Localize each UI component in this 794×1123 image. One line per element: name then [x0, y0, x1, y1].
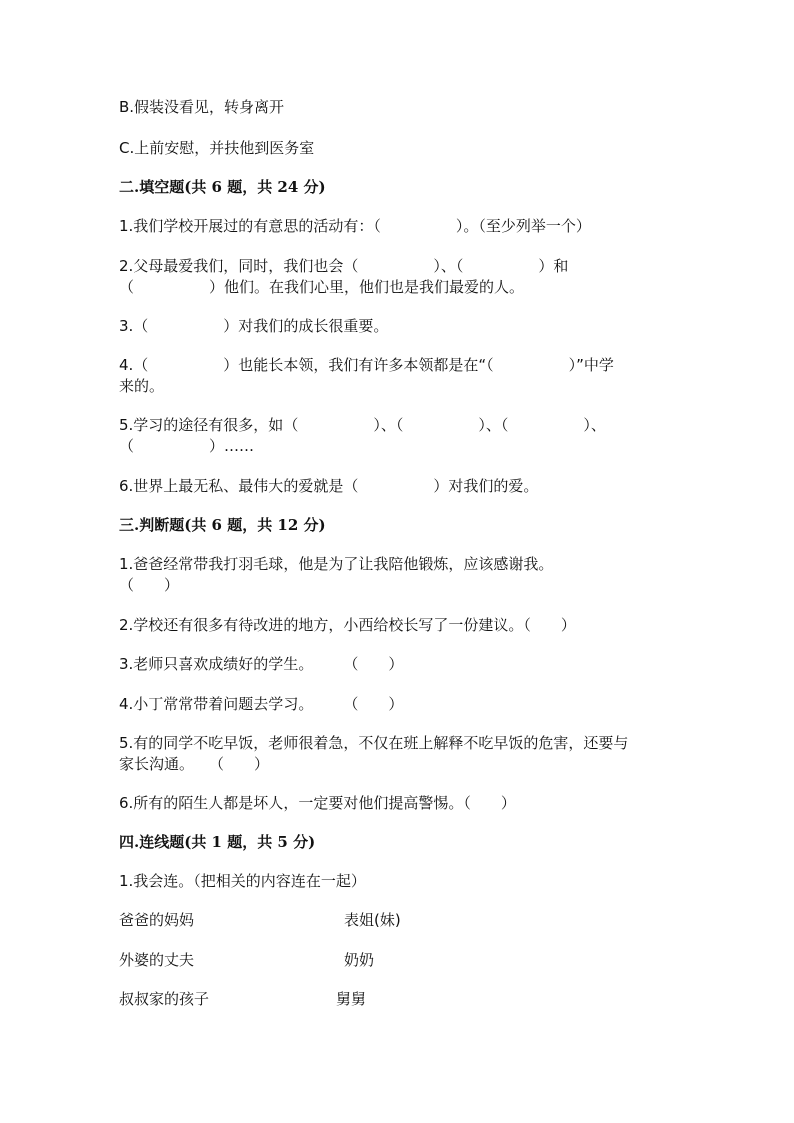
judge-question-6: 6.所有的陌生人都是坏人，一定要对他们提高警惕。（ ） — [119, 794, 516, 812]
judge-question-1-line-1: 1.爸爸经常带我打羽毛球，他是为了让我陪他锻炼，应该感谢我。 — [119, 555, 554, 573]
judge-question-5-line-1: 5.有的同学不吃早饭，老师很着急，不仅在班上解释不吃早饭的危害，还要与 — [119, 734, 629, 752]
match-left-item: 爸爸的妈妈 — [119, 911, 195, 929]
section-heading-matching: 四.连线题(共 1 题，共 5 分) — [119, 833, 316, 851]
judge-question-4: 4.小丁常常带着问题去学习。 （ ） — [119, 695, 404, 713]
fill-question-2-line-2: （ ）他们。在我们心里，他们也是我们最爱的人。 — [119, 278, 525, 296]
section-heading-fill-in: 二.填空题(共 6 题，共 24 分) — [119, 178, 326, 196]
judge-question-2: 2.学校还有很多有待改进的地方，小西给校长写了一份建议。（ ） — [119, 616, 576, 634]
match-question-1: 1.我会连。（把相关的内容连在一起） — [119, 872, 366, 890]
match-right-item: 表姐(妹) — [344, 911, 401, 929]
fill-question-2-line-1: 2.父母最爱我们，同时，我们也会（ ）、（ ）和 — [119, 257, 569, 275]
fill-question-3: 3.（ ）对我们的成长很重要。 — [119, 317, 389, 335]
match-left-item: 外婆的丈夫 — [119, 951, 195, 969]
match-left-item: 叔叔家的孩子 — [119, 990, 210, 1008]
fill-question-5-line-1: 5.学习的途径有很多，如（ ）、（ ）、（ ）、 — [119, 416, 606, 434]
fill-question-6: 6.世界上最无私、最伟大的爱就是（ ）对我们的爱。 — [119, 477, 539, 495]
fill-question-4-line-1: 4.（ ）也能长本领，我们有许多本领都是在“（ ）”中学 — [119, 356, 614, 374]
judge-question-5-line-2: 家长沟通。 （ ） — [119, 755, 270, 773]
fill-question-1: 1.我们学校开展过的有意思的活动有：（ ）。（至少列举一个） — [119, 217, 591, 235]
fill-question-5-line-2: （ ）…… — [119, 437, 255, 455]
section-heading-judgement: 三.判断题(共 6 题，共 12 分) — [119, 516, 326, 534]
match-right-item: 奶奶 — [344, 951, 375, 969]
judge-question-3: 3.老师只喜欢成绩好的学生。 （ ） — [119, 655, 404, 673]
choice-option-c: C.上前安慰，并扶他到医务室 — [119, 139, 315, 157]
choice-option-b: B.假装没看见，转身离开 — [119, 98, 285, 116]
match-right-item: 舅舅 — [336, 990, 367, 1008]
fill-question-4-line-2: 来的。 — [119, 377, 165, 395]
judge-question-1-line-2: （ ） — [119, 576, 180, 594]
